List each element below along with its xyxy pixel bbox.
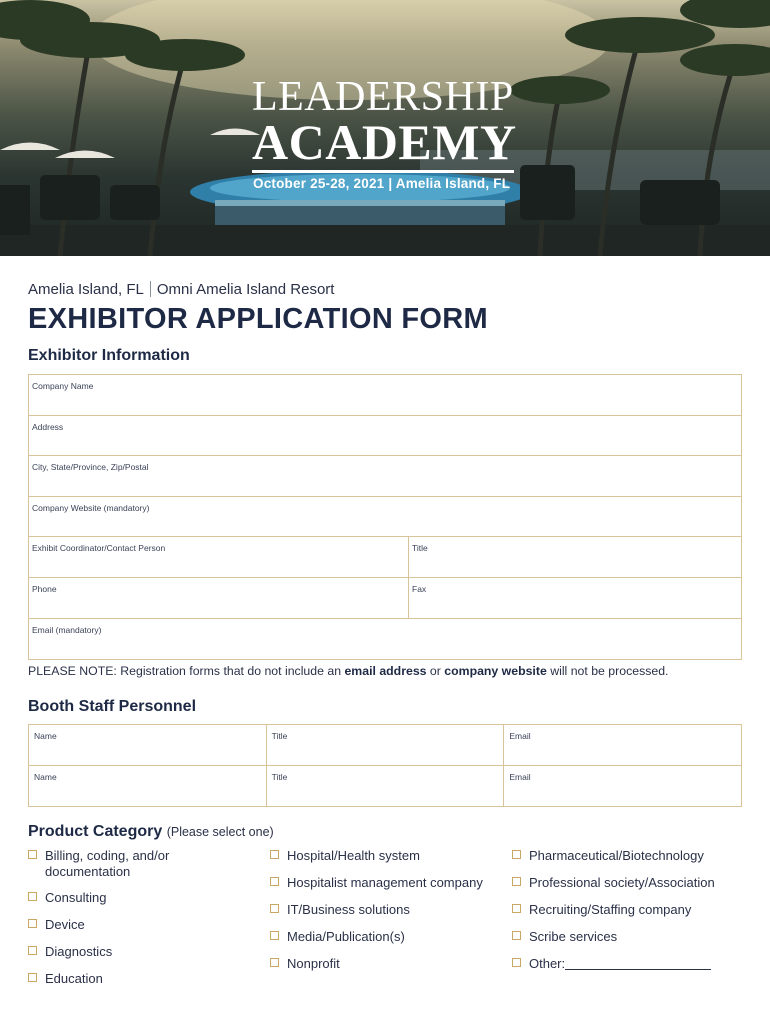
product-option[interactable] — [28, 890, 106, 906]
form-row — [29, 416, 741, 457]
checkbox-icon[interactable] — [512, 877, 521, 886]
product-option[interactable] — [270, 848, 420, 864]
product-option[interactable] — [512, 902, 691, 918]
event-logo — [252, 76, 520, 173]
product-option[interactable] — [512, 875, 715, 891]
checkbox-icon[interactable] — [28, 973, 37, 982]
note-bold-website: company website — [444, 664, 547, 678]
option-label: Pharmaceutical/Biotechnology — [529, 848, 704, 863]
option-label: Diagnostics — [45, 944, 113, 959]
product-option[interactable] — [28, 944, 112, 960]
product-option[interactable] — [270, 875, 483, 891]
title-field[interactable] — [409, 537, 741, 577]
checkbox-icon[interactable] — [28, 919, 37, 928]
venue-name: Omni Amelia Island Resort — [156, 281, 335, 298]
product-option[interactable] — [270, 956, 340, 972]
option-label: Education — [45, 971, 103, 986]
exhibitor-section-title: Exhibitor Information — [28, 347, 190, 364]
product-option[interactable] — [28, 848, 208, 880]
option-label: Hospitalist management company — [287, 875, 483, 890]
checkbox-icon[interactable] — [512, 931, 521, 940]
staff-row — [29, 725, 741, 766]
coordinator-label: Exhibit Coordinator/Contact Person — [32, 543, 166, 554]
product-option[interactable] — [28, 917, 85, 933]
logo-underline — [252, 170, 514, 173]
phone-label: Phone — [32, 583, 57, 594]
venue-location: Amelia Island, FL — [28, 281, 144, 298]
staff-title-field[interactable] — [267, 766, 505, 807]
staff-name-field[interactable] — [29, 725, 267, 765]
title-label: Title — [412, 543, 428, 554]
note-suffix: will not be processed. — [546, 664, 669, 678]
option-label: Other: — [529, 956, 566, 971]
staff-row — [29, 766, 741, 807]
checkbox-icon[interactable] — [270, 877, 279, 886]
product-section-title — [28, 823, 274, 841]
staff-title-field[interactable] — [267, 725, 505, 765]
website-label: Company Website (mandatory) — [32, 502, 150, 513]
venue-line — [28, 281, 334, 298]
staff-email-label: Email — [509, 731, 531, 741]
other-text-field[interactable] — [565, 957, 711, 970]
page-title: EXHIBITOR APPLICATION FORM — [28, 303, 488, 335]
option-label: IT/Business solutions — [287, 902, 410, 917]
checkbox-icon[interactable] — [28, 946, 37, 955]
option-label: Billing, coding, and/or documentation — [45, 848, 170, 879]
registration-note — [28, 664, 668, 678]
staff-name-label: Name — [34, 771, 57, 782]
staff-title-label: Title — [271, 731, 288, 741]
company-name-label: Company Name — [32, 381, 94, 391]
staff-email-label: Email — [509, 771, 531, 782]
phone-field[interactable] — [29, 578, 409, 618]
email-field[interactable] — [29, 619, 741, 660]
staff-name-label: Name — [34, 731, 57, 741]
option-label: Nonprofit — [287, 956, 340, 971]
fax-field[interactable] — [409, 578, 741, 618]
checkbox-icon[interactable] — [270, 958, 279, 967]
checkbox-icon[interactable] — [512, 850, 521, 859]
fax-label: Fax — [412, 583, 427, 594]
logo-text-leadership: LEADERSHIP — [252, 74, 514, 120]
product-option[interactable] — [512, 848, 704, 864]
product-title: Product Category — [28, 823, 163, 840]
option-label: Device — [45, 917, 85, 932]
option-label: Professional society/Association — [529, 875, 715, 890]
staff-title-label: Title — [271, 771, 288, 782]
city-label: City, State/Province, Zip/Postal — [32, 462, 149, 473]
checkbox-icon[interactable] — [512, 904, 521, 913]
option-label: Media/Publication(s) — [287, 929, 405, 944]
website-field[interactable] — [29, 497, 741, 537]
staff-email-field[interactable] — [504, 725, 741, 765]
form-row — [29, 537, 741, 578]
header-banner — [0, 0, 770, 256]
staff-form-table — [28, 724, 742, 807]
form-row — [29, 578, 741, 619]
logo-text-academy: ACADEMY — [252, 114, 517, 170]
product-option[interactable] — [270, 902, 410, 918]
product-hint: (Please select one) — [166, 825, 274, 839]
option-label: Hospital/Health system — [287, 848, 420, 863]
address-field[interactable] — [29, 416, 741, 456]
venue-separator — [150, 281, 151, 297]
form-row — [29, 375, 741, 416]
exhibitor-form-table — [28, 374, 742, 660]
company-name-field[interactable] — [29, 375, 741, 415]
option-label: Recruiting/Staffing company — [529, 902, 692, 917]
product-option-other[interactable] — [512, 956, 711, 972]
checkbox-icon[interactable] — [28, 850, 37, 859]
coordinator-field[interactable] — [29, 537, 409, 577]
staff-section-title: Booth Staff Personnel — [28, 698, 197, 715]
product-option[interactable] — [28, 971, 103, 987]
product-option[interactable] — [270, 929, 405, 945]
note-middle: or — [426, 664, 445, 678]
checkbox-icon[interactable] — [270, 904, 279, 913]
email-label: Email (mandatory) — [32, 624, 102, 635]
form-row — [29, 619, 741, 660]
address-label: Address — [32, 421, 64, 432]
product-option[interactable] — [512, 929, 617, 945]
city-field[interactable] — [29, 456, 741, 496]
staff-email-field[interactable] — [504, 766, 741, 807]
event-dates: October 25-28, 2021 | Amelia Island, FL — [253, 176, 511, 191]
option-label: Scribe services — [529, 929, 618, 944]
option-label: Consulting — [45, 890, 107, 905]
note-bold-email: email address — [344, 664, 427, 678]
form-row — [29, 456, 741, 497]
form-row — [29, 497, 741, 538]
checkbox-icon[interactable] — [28, 892, 37, 901]
staff-name-field[interactable] — [29, 766, 267, 807]
note-prefix: PLEASE NOTE: Registration forms that do not include an — [28, 664, 345, 678]
checkbox-icon[interactable] — [270, 931, 279, 940]
checkbox-icon[interactable] — [270, 850, 279, 859]
checkbox-icon[interactable] — [512, 958, 521, 967]
